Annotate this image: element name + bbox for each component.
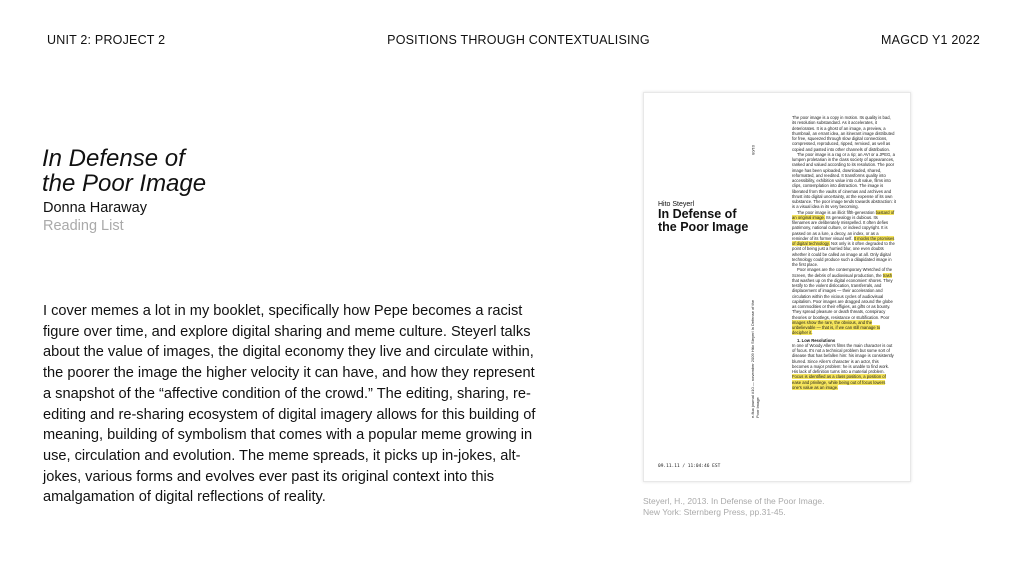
doc-paragraph: The poor image is a copy in motion. Its quality is bad, its resolution substandard. As it accelerates, it deteriorates. It is a ghost of an image, a preview, a thumbnail, an errant idea, an itinerant image distributed for free, squeezed through slow digital connections, compressed, reproduced, ripped, remixed, as well as copied and pasted into other channels of distribution. (792, 115, 895, 152)
doc-title (658, 208, 748, 234)
doc-highlight: Focus is identified as a class position, a position of ease and privilege, while being out of focus lowers one's value as an image. (792, 374, 886, 390)
header-unit-label: UNIT 2: PROJECT 2 (47, 33, 166, 47)
doc-source-line: e-flux journal #10 — november 2009 Hito Steyerl In Defense of the Poor Image (750, 299, 760, 418)
citation-line-1: Steyerl, H., 2013. In Defense of the Poor Image. (643, 496, 825, 506)
header-section-title: POSITIONS THROUGH CONTEXTUALISING (387, 33, 650, 47)
doc-highlight: trash (882, 272, 893, 278)
reading-title-line-1: In Defense of (42, 145, 185, 172)
doc-page-number: 01/09 (751, 145, 756, 156)
header-course-label: MAGCD Y1 2022 (881, 33, 980, 47)
doc-text-run: Poor images are the contemporary Wretched of the Screen, the debris of audiovisual production, the (792, 267, 893, 278)
doc-paragraph (792, 343, 896, 390)
reading-title (42, 146, 206, 196)
doc-paragraph: The poor image is a rag or a rip; an AVI or a JPEG, a lumpen proletarian in the class society of appearances, ranked and valued according to its resolution. The poor image has been uploaded, downloaded, shared, reformatted, and reedited. It transforms quality into accessibility, exhibition value into cult value, films into clips, contemplation into distraction. The image is liberated from the vaults of cinemas and archives and thrust into digital uncertainty, at the expense of its own substance. The poor image tends towards abstraction: it is a visual idea in its very becoming. (792, 151, 896, 210)
citation-line-2: New York: Sternberg Press, pp.31-45. (643, 507, 786, 517)
doc-text-run: In one of Woody Allen's films the main character is out of focus. It's not a technical problem but some sort of disease that has befallen him: his image is consistently blurred. Since Allen's character is an actor, this becomes a major problem: he is unable to find work. His lack of definition turns into a material problem. (792, 342, 894, 374)
doc-author: Hito Steyerl (658, 201, 695, 208)
doc-body-text (792, 115, 896, 461)
reading-list-label: Reading List (43, 218, 124, 234)
doc-title-line-2: the Poor Image (658, 220, 749, 234)
doc-text-run: that washes up on the digital economies' shores. They testify to the violent dislocation, transferrals, and displacement of images — their acceleration and circulation within the vicious cycles of audiovisual capitalism. Poor images are dragged around the globe as commodities or their effigies, as gifts or as bounty. They spread pleasure or death threats, conspiracy theories or bootlegs, resistance or stultification. Poor (792, 277, 893, 320)
doc-text-run: Not only is it often degraded to the point of being just a hurried blur, one even doubts whether it could be called an image at all. Only digital technology could produce such a dilapidated image in the first place. (792, 241, 895, 267)
doc-paragraph (792, 267, 896, 335)
citation-caption (643, 496, 824, 518)
doc-text-run: The poor image is an illicit fifth-generation (797, 209, 876, 215)
doc-date: 09.11.11 / 11:04:46 EST (658, 464, 721, 469)
doc-highlight: It mocks the promises of digital technology. (792, 235, 895, 246)
reading-title-line-2: the Poor Image (42, 170, 207, 197)
document-page-image (643, 92, 911, 482)
doc-highlight: bastard of an original image. (792, 209, 895, 220)
reading-author: Donna Haraway (43, 200, 147, 216)
doc-section-heading: 1. Low Resolutions (797, 337, 836, 343)
doc-title-line-1: In Defense of (658, 207, 737, 221)
doc-highlight: images show the rare, the obvious, and the unbelievable — that is, if we can still manage to decipher it. (792, 319, 881, 336)
reflection-paragraph: I cover memes a lot in my booklet, specifically how Pepe becomes a racist figure over time, and explore digital sharing and meme culture. Steyerl talks about the value of images, the digital economy they live and circulate within, the poorer the image the higher velocity it can have, and how they represent a snapshot of the “affective condition of the crowd.” The editing, sharing, re-editing and re-sharing ecosystem of digital imagery allows for this building of meaning, building of symbolism that comes with a popular meme growing in use, circulation and evolution. The meme spreads, it picks up in-jokes, alt-jokes, various forms and evolves ever past its original context into this amalgamation of digital reflections of reality. (43, 303, 536, 506)
doc-paragraph (792, 210, 896, 268)
doc-text-run: Its genealogy is dubious. Its filenames are deliberately misspelled. It often defies patrimony, national culture, or indeed copyright. It is passed on as a lure, a decoy, an index, or as a reminder of its former visual self. (792, 214, 889, 241)
